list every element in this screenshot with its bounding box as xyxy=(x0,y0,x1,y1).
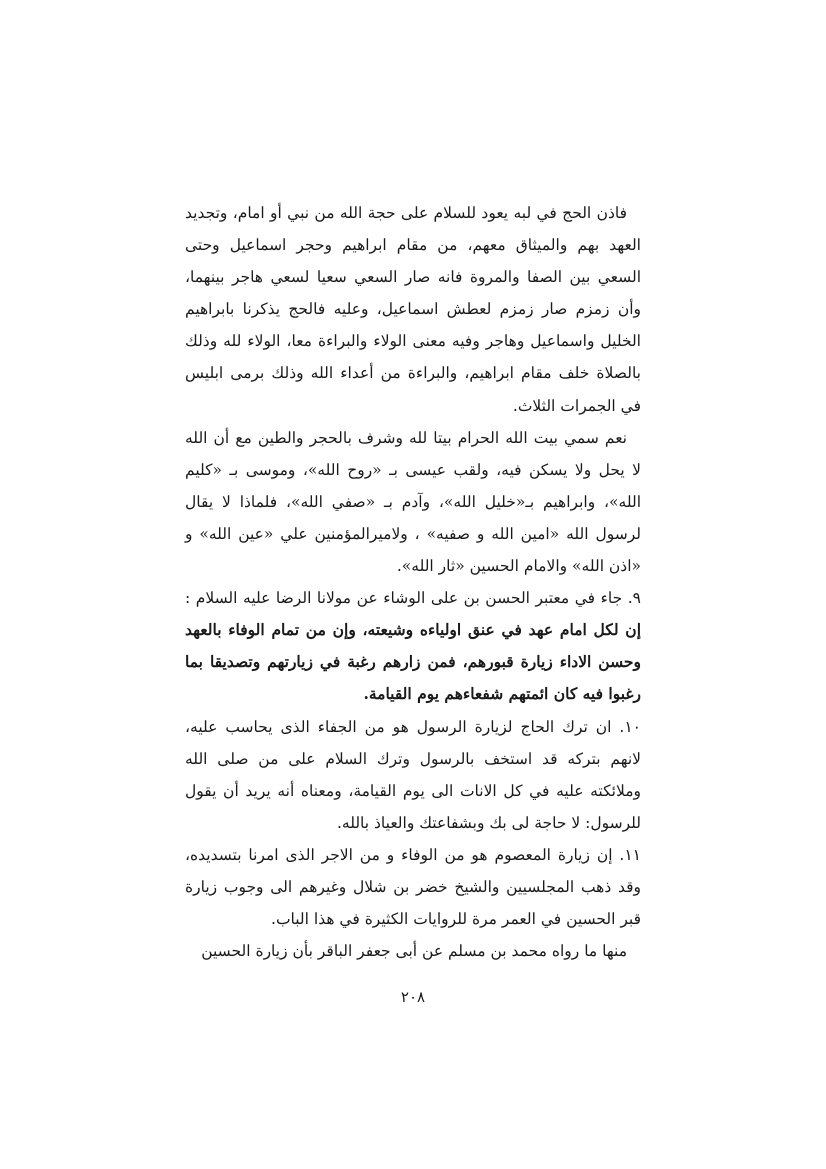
body-text xyxy=(185,197,641,967)
paragraph-text: ٩. جاء في معتبر الحسن بن على الوشاء عن مولانا الرضا عليه السلام : xyxy=(185,589,641,608)
paragraph-text: نعم سمي بيت الله الحرام بيتا لله وشرف بالحجر والطين مع أن الله لا يحل ولا يسكن فيه، ولقب عيسى بـ «روح الله»، وموسى بـ «كليم الله»، وابراهيم بـ«خليل الله»، وآدم بـ «صفي الله»، فلماذا لا يقال لرسول الله «امين الله و صفيه» ، ولاميرالمؤمنين علي «عين الله» و «اذن الله» والامام الحسين «ثار الله». xyxy=(185,428,641,576)
paragraph-text: منها ما رواه محمد بن مسلم عن أبى جعفر الباقر بأن زيارة الحسين xyxy=(201,942,627,961)
bold-quotation: إن لكل امام عهد في عنق اولياءه وشيعته، وإن من تمام الوفاء بالعهد وحسن الاداء زيارة قبورهم، فمن زارهم رغبة في زيارتهم وتصديقا بما رغبوا فيه كان ائمتهم شفعاءهم يوم القيامة. xyxy=(185,620,641,704)
paragraph-item-9 xyxy=(185,582,641,710)
paragraph-item-10 xyxy=(185,711,641,839)
paragraph-item-11 xyxy=(185,839,641,935)
paragraph-text: ١١. إن زيارة المعصوم هو من الوفاء و من الاجر الذى امرنا بتسديده، وقد ذهب المجلسيين والشيخ خضر بن شلال وغيرهم الى وجوب زيارة قبر الحسين في العمر مرة للروايات الكثيرة في هذا الباب. xyxy=(185,845,641,929)
paragraph-text: ١٠. ان ترك الحاج لزيارة الرسول هو من الجفاء الذى يحاسب عليه، لانهم بتركه قد استخف بالرسول وترك السلام على من صلى الله وملائكته عليه في كل الانات الى يوم القيامة، ومعناه أنه يريد أن يقول للرسول: لا حاجة لى بك وبشفاعتك والعياذ بالله. xyxy=(185,717,641,832)
paragraph-continuation xyxy=(185,935,641,967)
paragraph-text: فاذن الحج في لبه يعود للسلام على حجة الله من نبي أو امام، وتجديد العهد بهم والميثاق معهم، من مقام ابراهيم وحجر اسماعيل وحتى السعي بين الصفا والمروة فانه صار السعي سعيا لسعي هاجر بينهما، وأن زمزم صار زمزم لعطش اسماعيل، وعليه فالحج يذكرنا بابراهيم الخليل واسماعيل وهاجر وفيه معنى الولاء والبراءة معا، الولاء لله وذلك بالصلاة خلف مقام ابراهيم، والبراءة من أعداء الله وذلك برمى ابليس في الجمرات الثلاث. xyxy=(185,204,641,415)
paragraph-house-of-god xyxy=(185,422,641,582)
page-number: ٢٠٨ xyxy=(400,988,426,1006)
paragraph-hajj-meaning xyxy=(185,197,641,422)
